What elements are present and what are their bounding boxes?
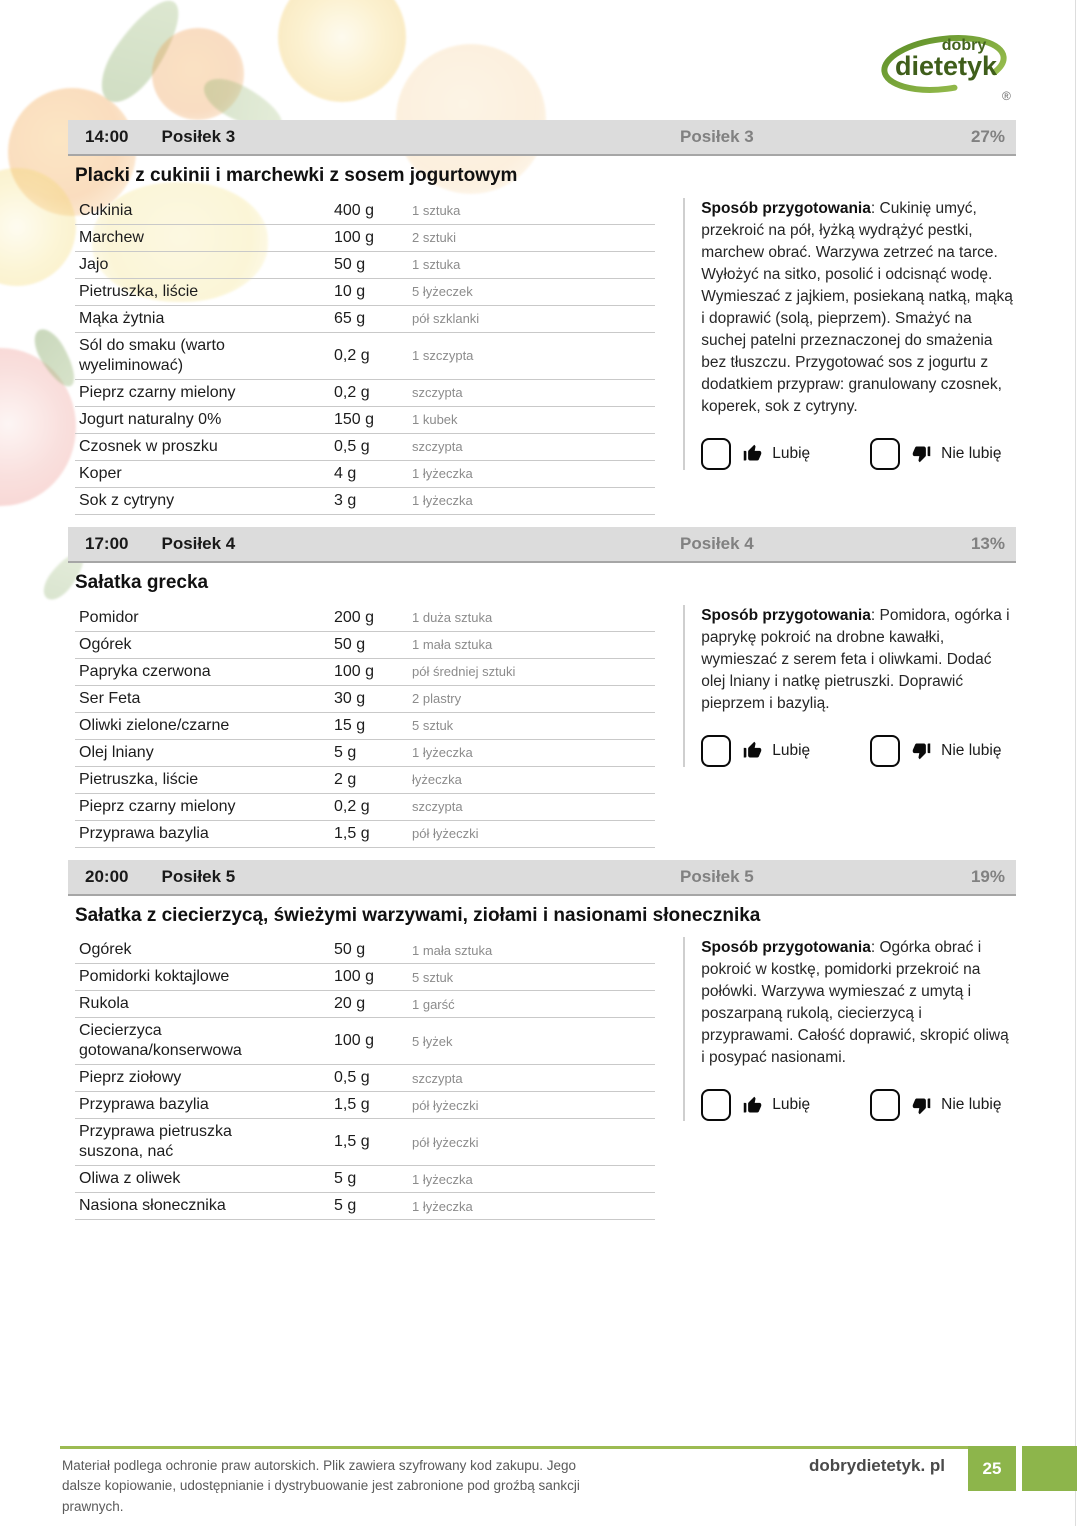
- page-footer: [0, 1444, 1082, 1526]
- dobry-dietetyk-logo: [878, 24, 1018, 112]
- preparation-body: Cukinię umyć, przekroić na pół, łyżką wydrążyć pestki, marchew obrać. Warzywa zetrzeć na tarce. Wyłożyć na sitko, posolić i odcisnąć wodę. Wymieszać z jajkiem, posiekaną natką, mąką i doprawić (solą, pieprzem). Smażyć na suchej patelni przeznaczonej do smażenia bez tłuszczu. Przygotować sos z jogurtu z dodatkiem przypraw: granulowany czosnek, koperek, sok z cytryny.: [701, 199, 1013, 415]
- ingredient-name: Pomidorki koktajlowe: [79, 968, 230, 986]
- ingredient-name: Sól do smaku (warto wyeliminować): [79, 336, 225, 374]
- preparation-separator: :: [870, 939, 880, 957]
- ingredient-name: Koper: [79, 464, 122, 482]
- logo-word-dietetyk: dietetyk: [894, 51, 998, 81]
- ingredient-row: [75, 488, 655, 515]
- meal-name-secondary: Posiłek 4: [680, 533, 754, 553]
- ingredient-row: [75, 407, 655, 434]
- dislike-label: Nie lubię: [941, 741, 1002, 759]
- ingredient-row: [75, 991, 655, 1018]
- ingredient-household-measure: 1 sztuka: [412, 257, 461, 273]
- ingredient-row: [75, 434, 655, 461]
- ingredient-household-measure: pół łyżeczki: [412, 1097, 479, 1113]
- preparation-label: Sposób przygotowania: [701, 939, 871, 957]
- footer-divider-line: [60, 1446, 968, 1449]
- dislike-option: [870, 735, 1001, 767]
- background-leaf: [89, 0, 193, 113]
- ingredient-row: [75, 333, 655, 380]
- ingredient-row: [75, 225, 655, 252]
- ingredient-amount: 1,5 g: [334, 824, 370, 842]
- like-label: Lubię: [772, 741, 811, 759]
- like-label: Lubię: [772, 1096, 811, 1114]
- ingredient-household-measure: szczypta: [412, 385, 463, 401]
- thumb-down-icon: [911, 740, 932, 761]
- ingredient-row: [75, 1166, 655, 1193]
- ingredient-amount: 2 g: [334, 770, 357, 788]
- ingredient-household-measure: 1 łyżeczka: [412, 1171, 473, 1187]
- ingredient-name: Olej lniany: [79, 743, 154, 761]
- dislike-checkbox[interactable]: [870, 438, 900, 470]
- meal-header-bar: [68, 860, 1016, 896]
- website-label: dobrydietetyk. pl: [808, 1456, 945, 1475]
- meal-section: [68, 120, 1016, 515]
- footer-green-block: [1022, 1446, 1077, 1491]
- page-number: 25: [982, 1458, 1002, 1478]
- ingredient-household-measure: 1 szczypta: [412, 348, 474, 364]
- sections: [68, 120, 1016, 1232]
- ingredient-name: Rukola: [79, 995, 129, 1013]
- dislike-checkbox[interactable]: [870, 1089, 900, 1121]
- page-edge-divider: [1075, 0, 1076, 1526]
- ingredient-row: [75, 279, 655, 306]
- ingredient-name: Ciecierzyca gotowana/konserwowa: [79, 1022, 242, 1060]
- meal-time: 20:00: [85, 866, 129, 886]
- like-option: [701, 438, 810, 470]
- like-option: [701, 1089, 810, 1121]
- ingredient-household-measure: 1 duża sztuka: [412, 609, 493, 625]
- ingredient-household-measure: szczypta: [412, 798, 463, 814]
- ingredient-row: [75, 461, 655, 488]
- ingredient-household-measure: pół łyżeczki: [412, 1134, 479, 1150]
- preparation-label: Sposób przygotowania: [701, 606, 871, 624]
- ingredient-row: [75, 306, 655, 333]
- ingredient-amount: 0,5 g: [334, 437, 370, 455]
- preparation-column: [683, 198, 1016, 470]
- background-orange-slice: [278, 0, 406, 102]
- preparation-separator: :: [870, 199, 880, 217]
- ingredient-amount: 50 g: [334, 941, 366, 959]
- meal-section: [68, 527, 1016, 848]
- meal-header-bar: [68, 120, 1016, 156]
- ingredient-row: [75, 686, 655, 713]
- ingredient-household-measure: pół łyżeczki: [412, 825, 479, 841]
- ingredient-amount: 0,2 g: [334, 383, 370, 401]
- section-columns: [68, 937, 1016, 1220]
- ingredients-table: [75, 937, 655, 1220]
- logo-swoosh-icon: [878, 24, 1018, 112]
- ingredient-name: Pietruszka, liście: [79, 282, 199, 300]
- ingredient-household-measure: łyżeczka: [412, 771, 462, 787]
- ingredient-row: [75, 380, 655, 407]
- ingredient-name: Mąka żytnia: [79, 309, 165, 327]
- ingredient-household-measure: 1 łyżeczka: [412, 466, 473, 482]
- section-columns: [68, 198, 1016, 515]
- ingredient-amount: 200 g: [334, 608, 375, 626]
- ingredient-household-measure: pół średniej sztuki: [412, 663, 516, 679]
- ingredient-name: Pieprz ziołowy: [79, 1069, 182, 1087]
- ingredient-name: Papryka czerwona: [79, 662, 211, 680]
- ingredient-row: [75, 713, 655, 740]
- meal-header-bar: [68, 527, 1016, 563]
- ingredient-amount: 5 g: [334, 1197, 357, 1215]
- ingredient-amount: 50 g: [334, 635, 366, 653]
- meal-time: 17:00: [85, 533, 129, 553]
- ingredient-name: Pomidor: [79, 608, 139, 626]
- recipe-title: Placki z cukinii i marchewki z sosem jogurtowym: [75, 165, 518, 186]
- ingredient-row: [75, 659, 655, 686]
- ingredient-household-measure: 1 kubek: [412, 412, 458, 428]
- ingredient-name: Czosnek w proszku: [79, 437, 218, 455]
- ingredient-household-measure: 2 sztuki: [412, 230, 457, 246]
- ingredient-row: [75, 1065, 655, 1092]
- ingredient-household-measure: 1 łyżeczka: [412, 1198, 473, 1214]
- ingredient-amount: 100 g: [334, 228, 375, 246]
- ingredient-name: Pieprz czarny mielony: [79, 797, 236, 815]
- copyright-notice: Materiał podlega ochronie praw autorskich. Plik zawiera szyfrowany kod zakupu. Jego dalsze kopiowanie, udostępnianie i dystrybuowanie jest zabronione pod groźbą sankcji prawnych.: [62, 1458, 580, 1514]
- dislike-option: [870, 438, 1001, 470]
- ingredient-row: [75, 632, 655, 659]
- background-lemon-half: [0, 168, 76, 286]
- preparation-text: [701, 198, 1016, 418]
- recipe-title: Sałatka grecka: [75, 571, 209, 593]
- ingredient-row: [75, 1018, 655, 1065]
- ingredient-name: Przyprawa bazylia: [79, 824, 209, 842]
- ingredient-row: [75, 1193, 655, 1220]
- meal-name-secondary: Posiłek 5: [680, 866, 754, 886]
- thumb-up-icon: [742, 443, 763, 464]
- ingredient-household-measure: 1 sztuka: [412, 203, 461, 219]
- ingredient-row: [75, 1119, 655, 1166]
- ingredient-row: [75, 198, 655, 225]
- ingredient-row: [75, 605, 655, 632]
- ingredient-name: Ser Feta: [79, 689, 141, 707]
- ingredient-amount: 50 g: [334, 255, 366, 273]
- ingredient-name: Ogórek: [79, 635, 132, 653]
- preparation-column: [683, 937, 1016, 1121]
- preparation-separator: :: [870, 606, 880, 624]
- ingredient-amount: 30 g: [334, 689, 366, 707]
- preparation-column: [683, 605, 1016, 767]
- dislike-option: [870, 1089, 1001, 1121]
- page-number-badge: [968, 1446, 1016, 1491]
- preparation-body: Ogórka obrać i pokroić w kostkę, pomidorki przekroić na połówki. Warzywa wymieszać z umytą i poszarpaną rukolą, ciecierzycą i przyprawami. Całość doprawić, skropić oliwą i posypać nasionami.: [701, 939, 1009, 1067]
- ingredient-household-measure: 1 mała sztuka: [412, 942, 493, 958]
- meal-name: Posiłek 3: [161, 127, 236, 146]
- ingredient-name: Sok z cytryny: [79, 491, 175, 509]
- ingredient-amount: 20 g: [334, 995, 366, 1013]
- meal-percent: 13%: [970, 533, 1005, 553]
- ingredient-household-measure: szczypta: [412, 439, 463, 455]
- ingredient-amount: 100 g: [334, 968, 375, 986]
- ingredient-row: [75, 1092, 655, 1119]
- ingredient-row: [75, 740, 655, 767]
- like-checkbox[interactable]: [701, 735, 731, 767]
- meal-name: Posiłek 4: [161, 533, 236, 553]
- ingredient-amount: 100 g: [334, 662, 375, 680]
- ingredient-amount: 0,2 g: [334, 797, 370, 815]
- ingredient-name: Przyprawa bazylia: [79, 1096, 209, 1114]
- preparation-text: [701, 605, 1016, 715]
- ingredient-row: [75, 794, 655, 821]
- ingredient-household-measure: 1 garść: [412, 996, 455, 1012]
- ingredient-household-measure: pół szklanki: [412, 311, 480, 327]
- ingredient-name: Oliwki zielone/czarne: [79, 716, 230, 734]
- meal-header-right: [680, 534, 1005, 554]
- ingredient-amount: 10 g: [334, 282, 366, 300]
- thumb-up-icon: [742, 740, 763, 761]
- recipe-title: Sałatka z ciecierzycą, świeżymi warzywami, ziołami i nasionami słonecznika: [75, 904, 761, 926]
- ingredient-row: [75, 821, 655, 848]
- ingredient-amount: 3 g: [334, 491, 357, 509]
- preparation-text: [701, 937, 1016, 1069]
- ingredient-amount: 1,5 g: [334, 1133, 370, 1151]
- ingredients-table: [75, 605, 655, 848]
- ingredient-household-measure: 5 sztuk: [412, 717, 454, 733]
- ingredient-household-measure: 1 mała sztuka: [412, 636, 493, 652]
- feedback-row: [701, 1089, 1016, 1121]
- feedback-row: [701, 735, 1016, 767]
- ingredient-household-measure: 5 łyżek: [412, 1033, 453, 1049]
- background-tangerine: [152, 28, 244, 120]
- ingredient-amount: 1,5 g: [334, 1096, 370, 1114]
- background-grapefruit: [0, 348, 76, 506]
- like-checkbox[interactable]: [701, 438, 731, 470]
- meal-section: [68, 860, 1016, 1221]
- meal-percent: 27%: [970, 127, 1005, 146]
- ingredient-amount: 150 g: [334, 410, 375, 428]
- ingredient-name: Marchew: [79, 228, 144, 246]
- ingredient-household-measure: 5 łyżeczek: [412, 284, 473, 300]
- feedback-row: [701, 438, 1016, 470]
- ingredient-row: [75, 252, 655, 279]
- ingredient-amount: 15 g: [334, 716, 366, 734]
- dislike-label: Nie lubię: [941, 1096, 1002, 1114]
- ingredient-amount: 0,5 g: [334, 1069, 370, 1087]
- ingredient-name: Jajo: [79, 255, 109, 273]
- ingredient-name: Jogurt naturalny 0%: [79, 410, 222, 428]
- thumb-up-icon: [742, 1095, 763, 1116]
- ingredient-household-measure: 2 plastry: [412, 690, 462, 706]
- ingredient-name: Pieprz czarny mielony: [79, 383, 236, 401]
- thumb-down-icon: [911, 443, 932, 464]
- like-checkbox[interactable]: [701, 1089, 731, 1121]
- ingredient-name: Nasiona słonecznika: [79, 1197, 226, 1215]
- preparation-body: Pomidora, ogórka i paprykę pokroić na drobne kawałki, wymieszać z serem feta i oliwkami. Dodać olej lniany i natkę pietruszki. Doprawić pieprzem i bazylią.: [701, 606, 1010, 712]
- like-option: [701, 735, 810, 767]
- dislike-checkbox[interactable]: [870, 735, 900, 767]
- meal-name-secondary: Posiłek 3: [680, 127, 754, 146]
- meal-time: 14:00: [85, 127, 129, 146]
- ingredient-row: [75, 937, 655, 964]
- ingredient-name: Oliwa z oliwek: [79, 1170, 181, 1188]
- ingredient-household-measure: 1 łyżeczka: [412, 493, 473, 509]
- meal-name: Posiłek 5: [161, 866, 236, 886]
- ingredient-amount: 400 g: [334, 201, 375, 219]
- ingredient-household-measure: szczypta: [412, 1070, 463, 1086]
- ingredient-amount: 65 g: [334, 309, 366, 327]
- preparation-label: Sposób przygotowania: [701, 199, 871, 217]
- ingredient-name: Ogórek: [79, 941, 132, 959]
- meal-header-right: [680, 127, 1005, 147]
- section-columns: [68, 605, 1016, 848]
- ingredient-amount: 4 g: [334, 464, 357, 482]
- ingredient-name: Przyprawa pietruszka suszona, nać: [79, 1123, 232, 1161]
- logo-word-dobry: dobry: [941, 37, 987, 54]
- like-label: Lubię: [772, 444, 811, 462]
- dislike-label: Nie lubię: [941, 444, 1002, 462]
- ingredient-amount: 100 g: [334, 1032, 375, 1050]
- ingredient-name: Pietruszka, liście: [79, 770, 199, 788]
- meal-header-right: [680, 867, 1005, 887]
- ingredient-household-measure: 1 łyżeczka: [412, 744, 473, 760]
- ingredient-household-measure: 5 sztuk: [412, 969, 454, 985]
- registered-trademark: ®: [1002, 89, 1011, 103]
- ingredients-table: [75, 198, 655, 515]
- ingredient-amount: 5 g: [334, 1170, 357, 1188]
- ingredient-amount: 5 g: [334, 743, 357, 761]
- ingredient-name: Cukinia: [79, 201, 133, 219]
- ingredient-row: [75, 767, 655, 794]
- ingredient-row: [75, 964, 655, 991]
- thumb-down-icon: [911, 1095, 932, 1116]
- meal-percent: 19%: [970, 866, 1005, 886]
- ingredient-amount: 0,2 g: [334, 346, 370, 364]
